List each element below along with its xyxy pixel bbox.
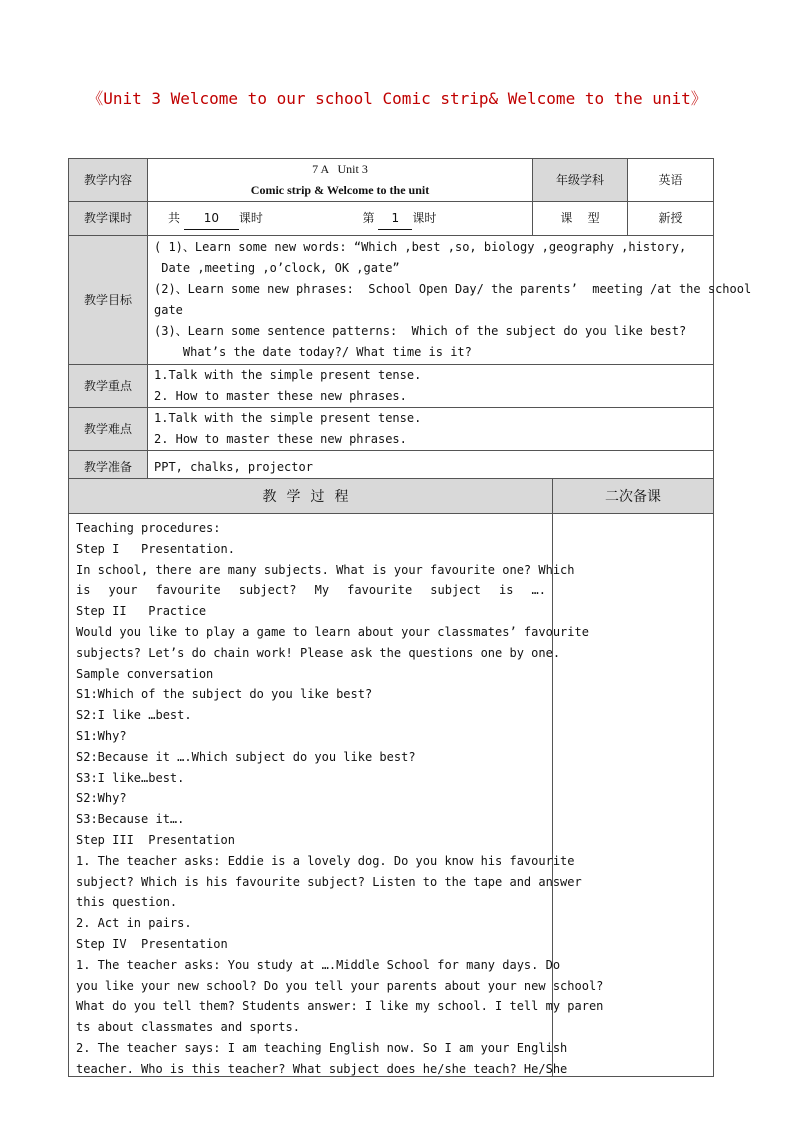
grade-label: 年级学科 [533,159,628,202]
process-line: S1:Why? [76,728,127,743]
goal-line: ( 1)、Learn some new words: “Which ,best ,so, biology ,geography ,history, [154,240,687,254]
process-line: 2. Act in pairs. [76,916,192,931]
goal-line: What’s the date today?/ What time is it? [154,345,472,359]
lesson-info-table [68,158,752,485]
process-line: S2:Because it ….Which subject do you like best? [76,749,416,764]
process-body [69,514,604,1077]
process-line: Sample conversation [76,666,214,681]
process-line: is your favourite subject? My favourite subject is …. [76,583,546,598]
hours-value [148,202,533,236]
hours-total: 10 [184,208,239,230]
process-line: In school, there are many subjects. What is your favourite one? Which [76,562,575,577]
content-value [148,159,533,202]
process-line: S2:I like …best. [76,708,192,723]
type-label: 课 型 [533,202,628,236]
process-line: Step II Practice [76,604,207,619]
process-line: S3:I like…best. [76,770,185,785]
goal-line: Date ,meeting ,o’clock, OK ,gate” [154,261,400,275]
hours-total-unit: 课时 [238,210,263,225]
process-line: you like your new school? Do you tell your parents about your new school? [76,978,604,993]
goals-list [148,236,752,365]
process-line: S2:Why? [76,791,127,806]
difficult-point: 2. How to master these new phrases. [154,432,407,446]
difficult-points [148,408,714,451]
process-lines [69,514,604,1076]
content-label: 教学内容 [69,159,148,202]
goal-line: (3)、Learn some sentence patterns: Which of the subject do you like best? [154,324,687,338]
process-line: S1:Which of the subject do you like best? [76,687,373,702]
process-line: Would you like to play a game to learn about your classmates’ favourite [76,624,589,639]
preparation-value: PPT, chalks, projector [148,451,714,485]
difficult-points-label: 教学难点 [69,408,148,451]
process-line: ts about classmates and sports. [76,1020,300,1035]
process-header: 教学过程 [69,479,553,514]
process-line: 2. The teacher says: I am teaching English now. So I am your English [76,1040,568,1055]
teaching-process-table [68,478,714,1077]
hours-nth-prefix: 第 [362,210,375,225]
goal-line: (2)、Learn some new phrases: School Open Day/ the parents’ meeting /at the school [154,282,752,296]
difficult-point: 1.Talk with the simple present tense. [154,411,422,425]
document-title: 《Unit 3 Welcome to our school Comic strip& Welcome to the unit》 [87,89,707,108]
hours-total-prefix: 共 [168,210,181,225]
process-line: S3:Because it…. [76,812,185,827]
key-point: 2. How to master these new phrases. [154,389,407,403]
process-line: 1. The teacher asks: You study at ….Middle School for many days. Do [76,957,561,972]
process-line: What do you tell them? Students answer: I like my school. I tell my paren [76,999,604,1014]
process-line: subjects? Let’s do chain work! Please ask the questions one by one. [76,645,561,660]
hours-nth: 1 [378,208,412,230]
hours-nth-unit: 课时 [412,210,437,225]
content-line-1: 7 A Unit 3 [312,162,368,176]
key-point: 1.Talk with the simple present tense. [154,368,422,382]
process-line: Step III Presentation [76,832,235,847]
process-line: subject? Which is his favourite subject? Listen to the tape and answer [76,874,582,889]
process-line: Step I Presentation. [76,541,235,556]
grade-value: 英语 [628,159,714,202]
process-line: teacher. Who is this teacher? What subject does he/she teach? He/She [76,1061,568,1076]
type-value: 新授 [628,202,714,236]
goal-line: gate [154,303,183,317]
process-line: Teaching procedures: [76,521,221,535]
key-points-label: 教学重点 [69,365,148,408]
second-prep-header: 二次备课 [553,479,714,514]
process-line: this question. [76,895,178,910]
process-line: 1. The teacher asks: Eddie is a lovely dog. Do you know his favourite [76,853,575,868]
goals-label: 教学目标 [69,236,148,365]
hours-label: 教学课时 [69,202,148,236]
process-line: Step IV Presentation [76,936,228,951]
content-line-2: Comic strip & Welcome to the unit [250,183,430,197]
preparation-label: 教学准备 [69,451,148,485]
key-points [148,365,714,408]
